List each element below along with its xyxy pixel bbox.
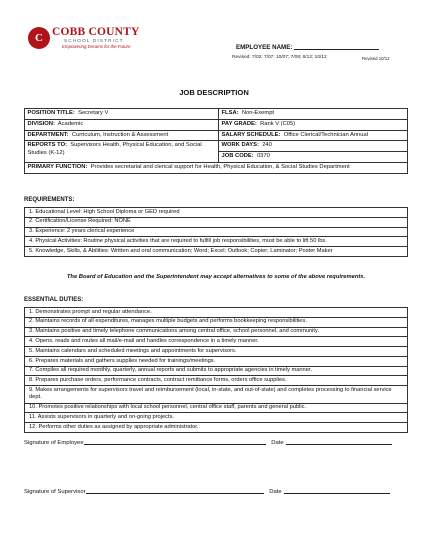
list-item: 10. Promotes positive relationships with local school personnel, central office staff, parents and general public. [24, 404, 408, 414]
supervisor-signature-line[interactable] [86, 493, 264, 494]
requirements-note: The Board of Education and the Superintendent may accept alternatives to some of the above requirements. [66, 274, 366, 280]
division-cell: DIVISION: Academic [25, 119, 219, 130]
list-item: 8. Prepares purchase orders, performance contracts, contract remittance forms, orders office supplies. [24, 376, 408, 386]
list-item: 5. Maintains calendars and scheduled meetings and appointments for supervisors. [24, 347, 408, 357]
employee-date-line[interactable] [286, 444, 392, 445]
revision-history: Revised: 7/02; 7/07; 10/07; 7/08; 8/12; 10/12 [232, 55, 327, 60]
list-item: 4. Opens, reads and routes all mail/e-mail and handles correspondence in a timely manner. [24, 337, 408, 347]
job-code-cell: JOB CODE: 0370 [219, 152, 408, 163]
list-item: 12. Performs other duties as assigned by appropriate administrator. [24, 423, 408, 433]
duties-list [24, 307, 408, 433]
list-item: 1. Demonstrates prompt and regular attendance. [24, 307, 408, 318]
list-item: 3. Maintains positive and timely telephone communications among central office, school personnel, and community. [24, 328, 408, 338]
flsa-cell: FLSA: Non-Exempt [219, 109, 408, 120]
requirements-list [24, 207, 408, 257]
essential-duties-heading: ESSENTIAL DUTIES: [24, 297, 84, 303]
list-item: 11. Assists supervisors in quarterly and on-going projects. [24, 413, 408, 423]
logo-subtitle: SCHOOL DISTRICT [64, 38, 124, 43]
list-item: 5. Knowledge, Skills, & Abilities: Written and oral communication; Word; Excel; Outlook; Copier; Laminator; Poster Maker [24, 247, 408, 257]
requirements-heading: REQUIREMENTS: [24, 197, 75, 203]
employee-signature-row [24, 440, 392, 446]
employee-name-label: EMPLOYEE NAME: [236, 44, 293, 51]
reports-to-cell: REPORTS TO: Supervisors Health, Physical Education, and Social Studies (K-12) [25, 141, 219, 163]
page-title: JOB DESCRIPTION [179, 88, 249, 97]
list-item: 3. Experience: 2 years clerical experience [24, 228, 408, 238]
employee-date-label: Date [271, 440, 284, 446]
pay-grade-cell: PAY GRADE: Rank V (C05) [219, 119, 408, 130]
table-row [25, 162, 408, 173]
position-title-cell: POSITION TITLE: Secretary V [25, 109, 219, 120]
table-row [25, 109, 408, 120]
list-item: 7. Compiles all required monthly, quarterly, annual reports and submits to appropriate agencies in timely manner. [24, 367, 408, 377]
position-info-table [24, 108, 408, 174]
list-item: 2. Certification/License Required: NONE [24, 218, 408, 228]
logo-title: COBB COUNTY [52, 26, 140, 38]
revision-short: Revised 10/12 [362, 56, 390, 61]
work-days-cell: WORK DAYS: 240 [219, 141, 408, 152]
employee-name-line[interactable] [294, 49, 379, 50]
supervisor-date-label: Date [269, 489, 282, 495]
list-item: 1. Educational Level: High School Diploma or GED required [24, 207, 408, 218]
district-logo [28, 26, 176, 50]
list-item: 6. Prepares materials and gathers supplies needed for trainings/meetings. [24, 357, 408, 367]
primary-function-cell: PRIMARY FUNCTION: Provides secretarial and clerical support for Health, Physical Education, & Social Studies Department [25, 162, 408, 173]
list-item: 2. Maintains records of all expenditures, manages multiple budgets and performs bookkeeping responsibilities. [24, 318, 408, 328]
employee-signature-line[interactable] [84, 444, 266, 445]
table-row [25, 119, 408, 130]
table-row [25, 141, 408, 152]
department-cell: DEPARTMENT: Curriculum, Instruction & Assessment [25, 130, 219, 141]
list-item: 9. Makes arrangements for supervisors travel and reimbursement (local, in-state, and out-of-state) and completes processing to financial service dept. [24, 386, 408, 403]
employee-signature-label: Signature of Employee [24, 440, 84, 446]
salary-schedule-cell: SALARY SCHEDULE: Office Clerical/Technician Annual [219, 130, 408, 141]
employee-name-field [236, 44, 379, 51]
supervisor-signature-row [24, 489, 390, 495]
list-item: 4. Physical Activities: Routine physical activities that are required to fulfill job responsibilities, must be able to lift 50 lbs. [24, 237, 408, 247]
table-row [25, 130, 408, 141]
logo-tagline: Empowering Dreams for the Future [62, 44, 131, 49]
supervisor-signature-label: Signature of Supervisor [24, 489, 86, 495]
logo-badge: C [28, 27, 50, 49]
supervisor-date-line[interactable] [284, 493, 390, 494]
